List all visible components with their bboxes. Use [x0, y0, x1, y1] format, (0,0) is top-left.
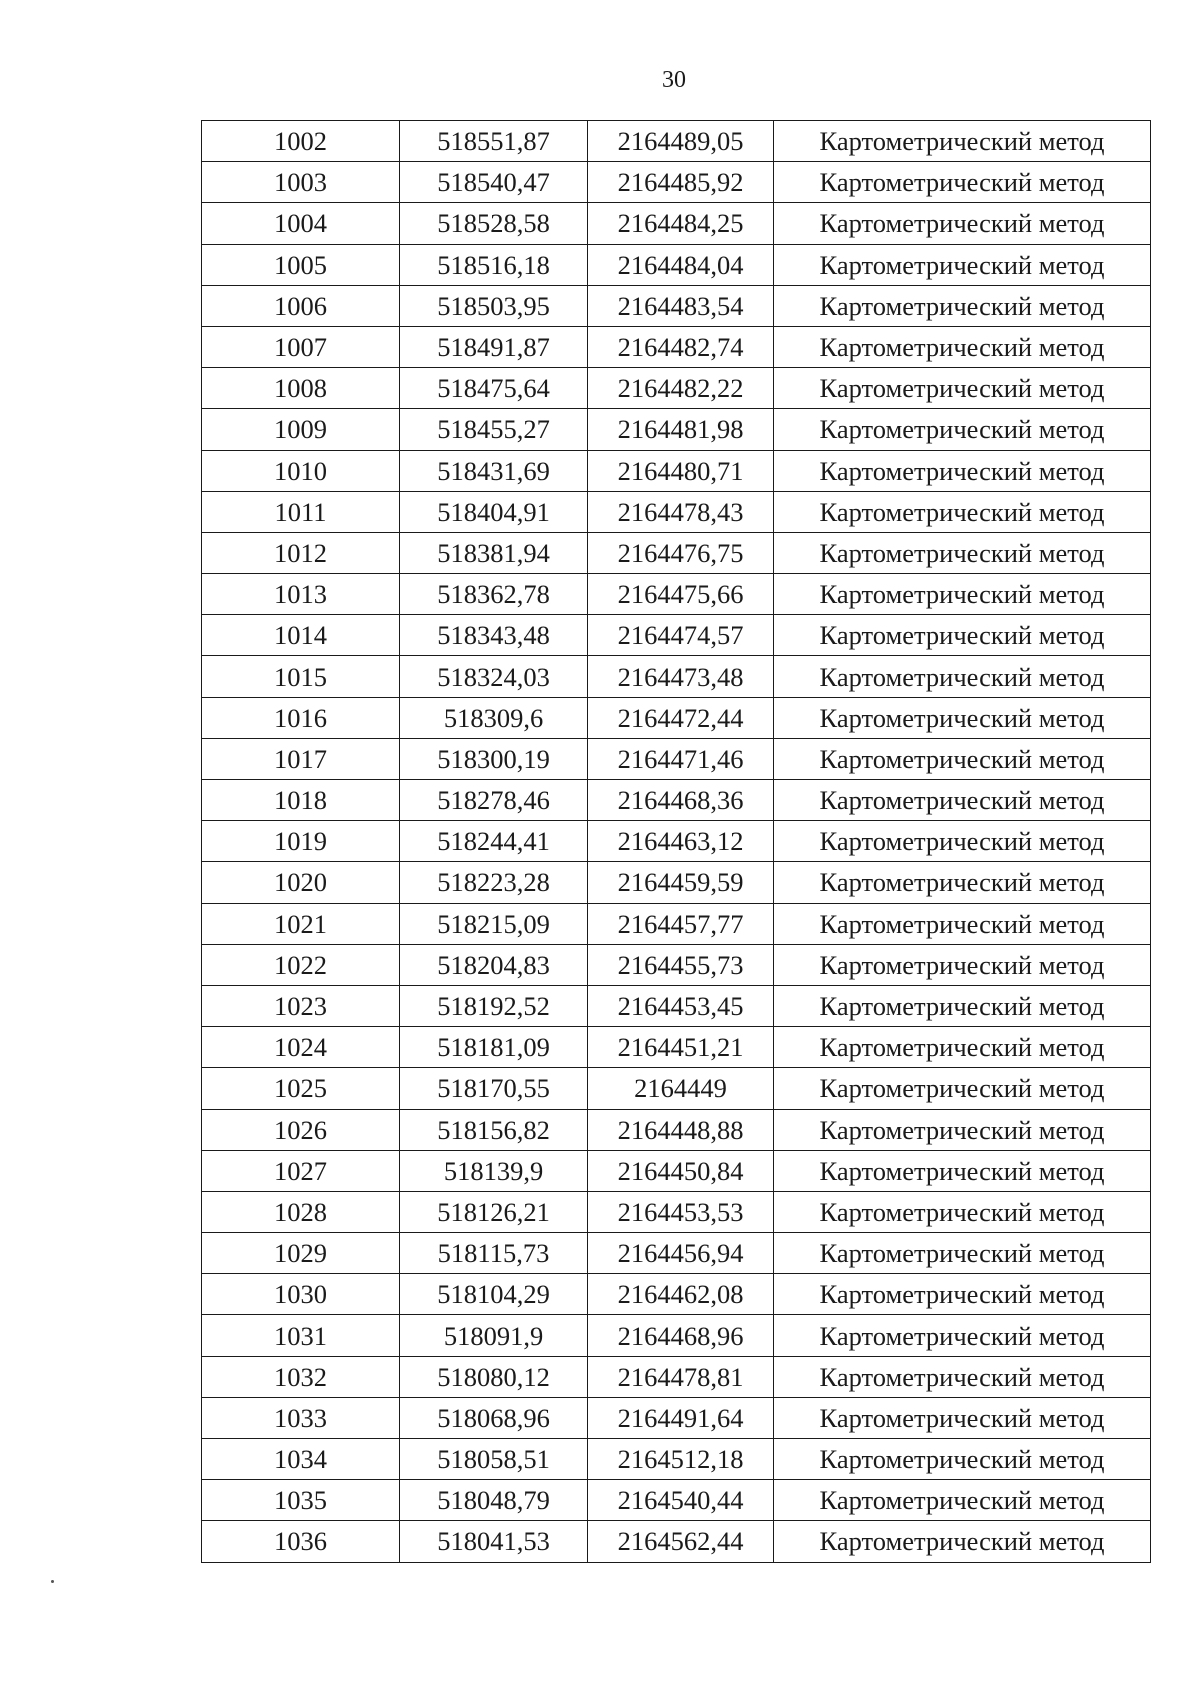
method-cell: Картометрический метод: [774, 1109, 1151, 1150]
point-number-cell: 1025: [202, 1068, 400, 1109]
method-cell: Картометрический метод: [774, 697, 1151, 738]
method-cell: Картометрический метод: [774, 1521, 1151, 1562]
table-row: [202, 285, 1151, 326]
method-cell: Картометрический метод: [774, 1315, 1151, 1356]
y-coordinate-cell: 2164489,05: [588, 121, 774, 162]
method-cell: Картометрический метод: [774, 450, 1151, 491]
point-number-cell: 1035: [202, 1480, 400, 1521]
point-number-cell: 1009: [202, 409, 400, 450]
method-cell: Картометрический метод: [774, 1439, 1151, 1480]
table-row: [202, 1439, 1151, 1480]
point-number-cell: 1016: [202, 697, 400, 738]
x-coordinate-cell: 518404,91: [400, 491, 588, 532]
table-row: [202, 244, 1151, 285]
point-number-cell: 1036: [202, 1521, 400, 1562]
method-cell: Картометрический метод: [774, 574, 1151, 615]
y-coordinate-cell: 2164456,94: [588, 1233, 774, 1274]
x-coordinate-cell: 518431,69: [400, 450, 588, 491]
method-cell: Картометрический метод: [774, 1150, 1151, 1191]
method-cell: Картометрический метод: [774, 903, 1151, 944]
y-coordinate-cell: 2164474,57: [588, 615, 774, 656]
method-cell: Картометрический метод: [774, 409, 1151, 450]
x-coordinate-cell: 518475,64: [400, 368, 588, 409]
table-row: [202, 944, 1151, 985]
y-coordinate-cell: 2164448,88: [588, 1109, 774, 1150]
x-coordinate-cell: 518540,47: [400, 162, 588, 203]
table-row: [202, 121, 1151, 162]
table-row: [202, 409, 1151, 450]
method-cell: Картометрический метод: [774, 944, 1151, 985]
point-number-cell: 1029: [202, 1233, 400, 1274]
point-number-cell: 1002: [202, 121, 400, 162]
x-coordinate-cell: 518048,79: [400, 1480, 588, 1521]
point-number-cell: 1031: [202, 1315, 400, 1356]
table-row: [202, 574, 1151, 615]
y-coordinate-cell: 2164481,98: [588, 409, 774, 450]
point-number-cell: 1003: [202, 162, 400, 203]
table-row: [202, 903, 1151, 944]
point-number-cell: 1005: [202, 244, 400, 285]
method-cell: Картометрический метод: [774, 985, 1151, 1026]
point-number-cell: 1004: [202, 203, 400, 244]
method-cell: Картометрический метод: [774, 368, 1151, 409]
y-coordinate-cell: 2164478,81: [588, 1356, 774, 1397]
table-row: [202, 491, 1151, 532]
x-coordinate-cell: 518104,29: [400, 1274, 588, 1315]
y-coordinate-cell: 2164483,54: [588, 285, 774, 326]
y-coordinate-cell: 2164468,96: [588, 1315, 774, 1356]
x-coordinate-cell: 518381,94: [400, 532, 588, 573]
y-coordinate-cell: 2164480,71: [588, 450, 774, 491]
table-row: [202, 203, 1151, 244]
x-coordinate-cell: 518324,03: [400, 656, 588, 697]
x-coordinate-cell: 518126,21: [400, 1191, 588, 1232]
table-row: [202, 1027, 1151, 1068]
table-row: [202, 162, 1151, 203]
point-number-cell: 1015: [202, 656, 400, 697]
point-number-cell: 1010: [202, 450, 400, 491]
method-cell: Картометрический метод: [774, 656, 1151, 697]
method-cell: Картометрический метод: [774, 203, 1151, 244]
y-coordinate-cell: 2164468,36: [588, 780, 774, 821]
point-number-cell: 1012: [202, 532, 400, 573]
point-number-cell: 1026: [202, 1109, 400, 1150]
method-cell: Картометрический метод: [774, 1480, 1151, 1521]
point-number-cell: 1021: [202, 903, 400, 944]
x-coordinate-cell: 518491,87: [400, 326, 588, 367]
point-number-cell: 1008: [202, 368, 400, 409]
method-cell: Картометрический метод: [774, 738, 1151, 779]
y-coordinate-cell: 2164459,59: [588, 862, 774, 903]
y-coordinate-cell: 2164540,44: [588, 1480, 774, 1521]
method-cell: Картометрический метод: [774, 1274, 1151, 1315]
y-coordinate-cell: 2164449: [588, 1068, 774, 1109]
table-row: [202, 821, 1151, 862]
y-coordinate-cell: 2164476,75: [588, 532, 774, 573]
method-cell: Картометрический метод: [774, 1356, 1151, 1397]
table-row: [202, 1150, 1151, 1191]
x-coordinate-cell: 518278,46: [400, 780, 588, 821]
table-row: [202, 615, 1151, 656]
x-coordinate-cell: 518091,9: [400, 1315, 588, 1356]
method-cell: Картометрический метод: [774, 162, 1151, 203]
method-cell: Картометрический метод: [774, 1027, 1151, 1068]
x-coordinate-cell: 518170,55: [400, 1068, 588, 1109]
table-row: [202, 326, 1151, 367]
y-coordinate-cell: 2164482,22: [588, 368, 774, 409]
scan-artifact-dot: [51, 1580, 54, 1583]
table-row: [202, 1068, 1151, 1109]
point-number-cell: 1006: [202, 285, 400, 326]
point-number-cell: 1024: [202, 1027, 400, 1068]
page-number: 30: [662, 67, 686, 93]
x-coordinate-cell: 518192,52: [400, 985, 588, 1026]
y-coordinate-cell: 2164478,43: [588, 491, 774, 532]
point-number-cell: 1020: [202, 862, 400, 903]
method-cell: Картометрический метод: [774, 1191, 1151, 1232]
y-coordinate-cell: 2164472,44: [588, 697, 774, 738]
point-number-cell: 1019: [202, 821, 400, 862]
point-number-cell: 1027: [202, 1150, 400, 1191]
y-coordinate-cell: 2164482,74: [588, 326, 774, 367]
x-coordinate-cell: 518223,28: [400, 862, 588, 903]
point-number-cell: 1013: [202, 574, 400, 615]
coordinates-table-body: [202, 121, 1151, 1563]
y-coordinate-cell: 2164485,92: [588, 162, 774, 203]
x-coordinate-cell: 518115,73: [400, 1233, 588, 1274]
method-cell: Картометрический метод: [774, 821, 1151, 862]
method-cell: Картометрический метод: [774, 532, 1151, 573]
y-coordinate-cell: 2164462,08: [588, 1274, 774, 1315]
y-coordinate-cell: 2164484,25: [588, 203, 774, 244]
method-cell: Картометрический метод: [774, 1068, 1151, 1109]
y-coordinate-cell: 2164475,66: [588, 574, 774, 615]
method-cell: Картометрический метод: [774, 1233, 1151, 1274]
table-row: [202, 532, 1151, 573]
x-coordinate-cell: 518455,27: [400, 409, 588, 450]
table-row: [202, 1191, 1151, 1232]
table-row: [202, 450, 1151, 491]
x-coordinate-cell: 518058,51: [400, 1439, 588, 1480]
table-row: [202, 1356, 1151, 1397]
coordinates-table: [201, 120, 1151, 1563]
table-row: [202, 368, 1151, 409]
method-cell: Картометрический метод: [774, 1397, 1151, 1438]
method-cell: Картометрический метод: [774, 780, 1151, 821]
y-coordinate-cell: 2164453,53: [588, 1191, 774, 1232]
table-row: [202, 1274, 1151, 1315]
x-coordinate-cell: 518041,53: [400, 1521, 588, 1562]
y-coordinate-cell: 2164450,84: [588, 1150, 774, 1191]
point-number-cell: 1011: [202, 491, 400, 532]
y-coordinate-cell: 2164455,73: [588, 944, 774, 985]
table-row: [202, 862, 1151, 903]
table-row: [202, 1109, 1151, 1150]
table-row: [202, 697, 1151, 738]
x-coordinate-cell: 518503,95: [400, 285, 588, 326]
x-coordinate-cell: 518204,83: [400, 944, 588, 985]
table-row: [202, 738, 1151, 779]
table-row: [202, 656, 1151, 697]
y-coordinate-cell: 2164451,21: [588, 1027, 774, 1068]
method-cell: Картометрический метод: [774, 491, 1151, 532]
x-coordinate-cell: 518528,58: [400, 203, 588, 244]
x-coordinate-cell: 518300,19: [400, 738, 588, 779]
method-cell: Картометрический метод: [774, 244, 1151, 285]
y-coordinate-cell: 2164562,44: [588, 1521, 774, 1562]
table-row: [202, 1397, 1151, 1438]
point-number-cell: 1018: [202, 780, 400, 821]
y-coordinate-cell: 2164453,45: [588, 985, 774, 1026]
method-cell: Картометрический метод: [774, 121, 1151, 162]
x-coordinate-cell: 518181,09: [400, 1027, 588, 1068]
x-coordinate-cell: 518215,09: [400, 903, 588, 944]
point-number-cell: 1028: [202, 1191, 400, 1232]
table-row: [202, 780, 1151, 821]
table-row: [202, 1480, 1151, 1521]
table-row: [202, 1521, 1151, 1562]
point-number-cell: 1034: [202, 1439, 400, 1480]
y-coordinate-cell: 2164473,48: [588, 656, 774, 697]
x-coordinate-cell: 518309,6: [400, 697, 588, 738]
point-number-cell: 1014: [202, 615, 400, 656]
method-cell: Картометрический метод: [774, 326, 1151, 367]
method-cell: Картометрический метод: [774, 862, 1151, 903]
table-row: [202, 985, 1151, 1026]
point-number-cell: 1032: [202, 1356, 400, 1397]
point-number-cell: 1033: [202, 1397, 400, 1438]
x-coordinate-cell: 518244,41: [400, 821, 588, 862]
y-coordinate-cell: 2164463,12: [588, 821, 774, 862]
point-number-cell: 1023: [202, 985, 400, 1026]
point-number-cell: 1017: [202, 738, 400, 779]
x-coordinate-cell: 518343,48: [400, 615, 588, 656]
y-coordinate-cell: 2164491,64: [588, 1397, 774, 1438]
x-coordinate-cell: 518139,9: [400, 1150, 588, 1191]
x-coordinate-cell: 518362,78: [400, 574, 588, 615]
x-coordinate-cell: 518080,12: [400, 1356, 588, 1397]
method-cell: Картометрический метод: [774, 615, 1151, 656]
y-coordinate-cell: 2164512,18: [588, 1439, 774, 1480]
y-coordinate-cell: 2164471,46: [588, 738, 774, 779]
table-row: [202, 1233, 1151, 1274]
point-number-cell: 1022: [202, 944, 400, 985]
method-cell: Картометрический метод: [774, 285, 1151, 326]
x-coordinate-cell: 518156,82: [400, 1109, 588, 1150]
x-coordinate-cell: 518068,96: [400, 1397, 588, 1438]
point-number-cell: 1030: [202, 1274, 400, 1315]
x-coordinate-cell: 518516,18: [400, 244, 588, 285]
y-coordinate-cell: 2164457,77: [588, 903, 774, 944]
table-row: [202, 1315, 1151, 1356]
y-coordinate-cell: 2164484,04: [588, 244, 774, 285]
x-coordinate-cell: 518551,87: [400, 121, 588, 162]
point-number-cell: 1007: [202, 326, 400, 367]
